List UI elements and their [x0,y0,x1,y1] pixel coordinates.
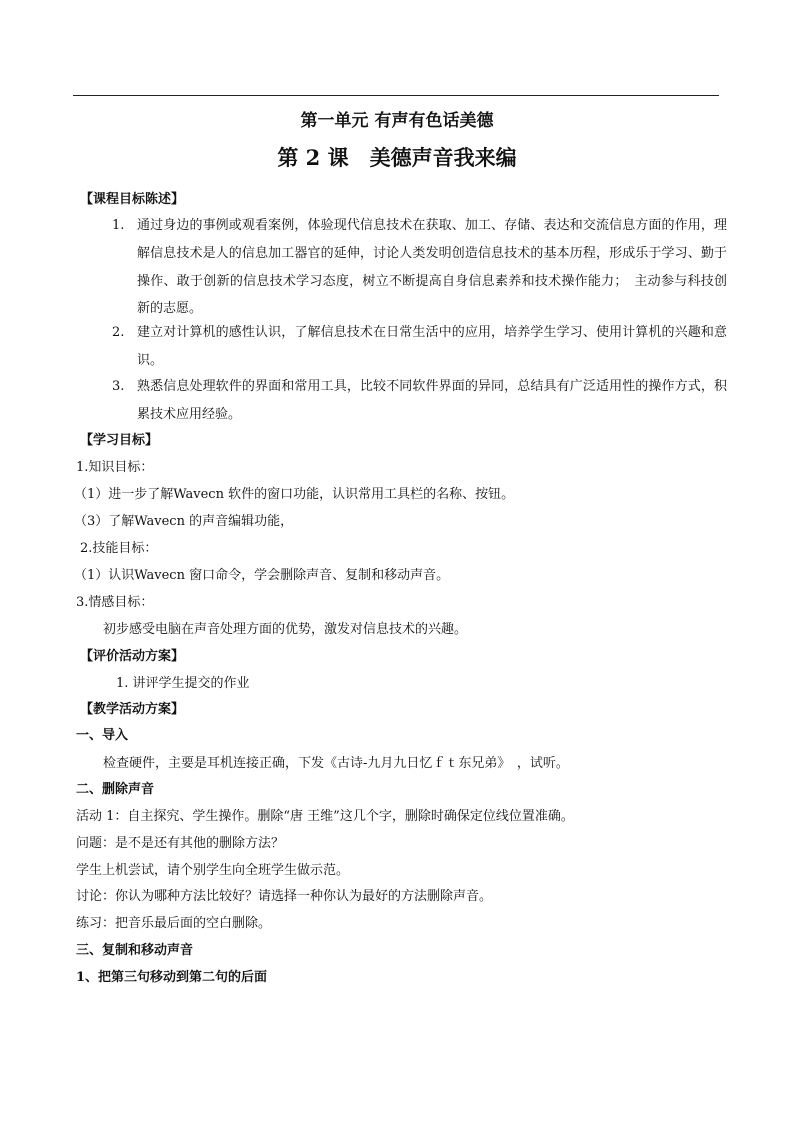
teaching-heading: 【教学活动方案】 [80,702,185,717]
section-2-title: 二、删除声音 [76,782,155,797]
course-goals-heading: 【课程目标陈述】 [80,192,185,207]
goal-3-text: 熟悉信息处理软件的界面和常用工具，比较不同软件界面的异同，总结具有广泛适用性的操作方式，积累技术应用经验。 [137,379,727,422]
practice-text: 练习：把音乐最后面的空白删除。 [76,916,272,931]
emotion-goal-text: 初步感受电脑在声音处理方面的优势，激发对信息技术的兴趣。 [103,622,468,637]
knowledge-goal-3: （3）了解Wavecn 的声音编辑功能， [74,514,294,529]
emotion-goal-label: 3.情感目标： [76,595,154,610]
goal-2-number: 2. [112,325,125,340]
student-try-text: 学生上机尝试，请个别学生向全班学生做示范。 [76,863,350,878]
knowledge-goal-1: （1）进一步了解Wavecn 软件的窗口功能，认识常用工具栏的名称、按钮。 [74,487,515,502]
header-rule [73,95,719,96]
goal-1-text: 通过身边的事例或观看案例，体验现代信息技术在获取、加工、存储、表达和交流信息方面的作用，理解信息技术是人的信息加工器官的延伸，讨论人类发明创造信息技术的基本历程，形成乐于学习、勤于操作、敢于创新的信息技术学习态度，树立不断提高自身信息素养和技术操作能力； 主动参与科技创新的志愿。 [137,218,727,317]
lesson-title: 第 2 课 美德声音我来编 [277,145,517,170]
skill-goal-label: 2.技能目标： [80,541,158,556]
question-text: 问题：是不是还有其他的删除方法？ [76,836,285,851]
goal-3-number: 3. [112,379,125,394]
activity-1-text: 活动 1：自主探究、学生操作。删除“唐 王维”这几个字，删除时确保定位线位置准确。 [76,809,574,824]
section-3-item-1: 1、把第三句移动到第二句的后面 [76,970,268,985]
evaluation-heading: 【评价活动方案】 [80,649,185,664]
skill-goal-1: （1）认识Wavecn 窗口命令，学会删除声音、复制和移动声音。 [74,568,450,583]
discussion-text: 讨论：你认为哪种方法比较好？请选择一种你认为最好的方法删除声音。 [76,889,493,904]
learning-goals-heading: 【学习目标】 [80,433,159,448]
goal-1-number: 1. [112,218,125,233]
section-1-title: 一、导入 [76,728,129,743]
goal-2-text: 建立对计算机的感性认识，了解信息技术在日常生活中的应用，培养学生学习、使用计算机的兴趣和意识。 [137,325,727,368]
knowledge-goal-label: 1.知识目标： [76,460,154,475]
section-1-text: 检查硬件，主要是耳机连接正确，下发《古诗-九月九日忆ｆｔ东兄弟》 ，试听。 [103,756,569,771]
evaluation-item: 1. 讲评学生提交的作业 [116,676,250,691]
section-3-title: 三、复制和移动声音 [76,943,194,958]
unit-title: 第一单元 有声有色话美德 [300,111,494,131]
